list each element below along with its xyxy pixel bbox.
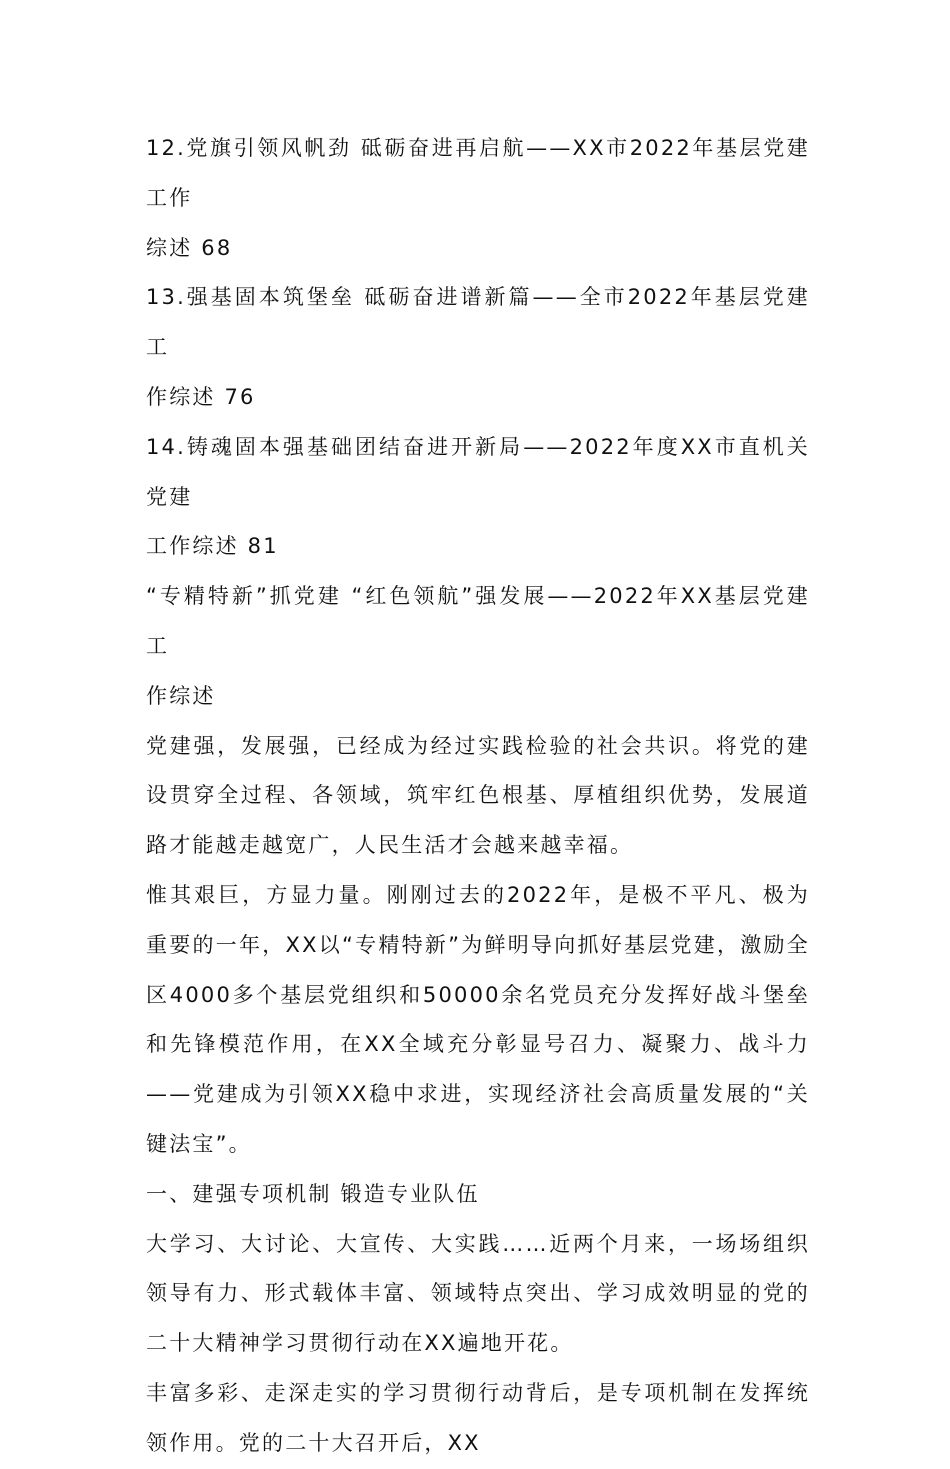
document-body	[146, 124, 810, 1469]
toc-entry-line: 14.铸魂固本强基础团结奋进开新局——2022年度XX市直机关党建	[146, 434, 810, 509]
toc-entry-line: 作综述 76	[146, 384, 256, 409]
toc-entry-12[interactable]	[146, 124, 810, 273]
toc-entry-line: 12.党旗引领风帆劲 砥砺奋进再启航——XX市2022年基层党建工作	[146, 136, 810, 210]
section-heading: 一、建强专项机制 锻造专业队伍	[146, 1181, 480, 1206]
article-title-line: “专精特新”抓党建 “红色领航”强发展——2022年XX基层党建工	[146, 584, 810, 658]
article-title-line: 作综述	[146, 683, 216, 708]
body-paragraph: 大学习、大讨论、大宣传、大实践……近两个月来，一场场组织领导有力、形式载体丰富、领域特点突出、学习成效明显的党的二十大精神学习贯彻行动在XX遍地开花。	[146, 1231, 810, 1356]
toc-entry-line: 工作综述 81	[146, 534, 279, 559]
toc-entry-13[interactable]	[146, 273, 810, 422]
body-paragraph: 党建强，发展强，已经成为经过实践检验的社会共识。将党的建设贯穿全过程、各领域，筑牢红色根基、厚植组织优势，发展道路才能越走越宽广，人民生活才会越来越幸福。	[146, 733, 810, 858]
article-title	[146, 572, 810, 721]
body-paragraph: 丰富多彩、走深走实的学习贯彻行动背后，是专项机制在发挥统领作用。党的二十大召开后，XX	[146, 1380, 810, 1455]
toc-entry-line: 13.强基固本筑堡垒 砥砺奋进谱新篇——全市2022年基层党建工	[146, 285, 810, 360]
toc-entry-line: 综述 68	[146, 235, 233, 260]
toc-entry-14[interactable]	[146, 423, 810, 572]
body-paragraph: 惟其艰巨，方显力量。刚刚过去的2022年，是极不平凡、极为重要的一年，XX以“专精特新”为鲜明导向抓好基层党建，激励全区4000多个基层党组织和50000余名党员充分发挥好战斗堡垒和先锋模范作用，在XX全域充分彰显号召力、凝聚力、战斗力——党建成为引领XX稳中求进，实现经济社会高质量发展的“关键法宝”。	[146, 882, 810, 1156]
